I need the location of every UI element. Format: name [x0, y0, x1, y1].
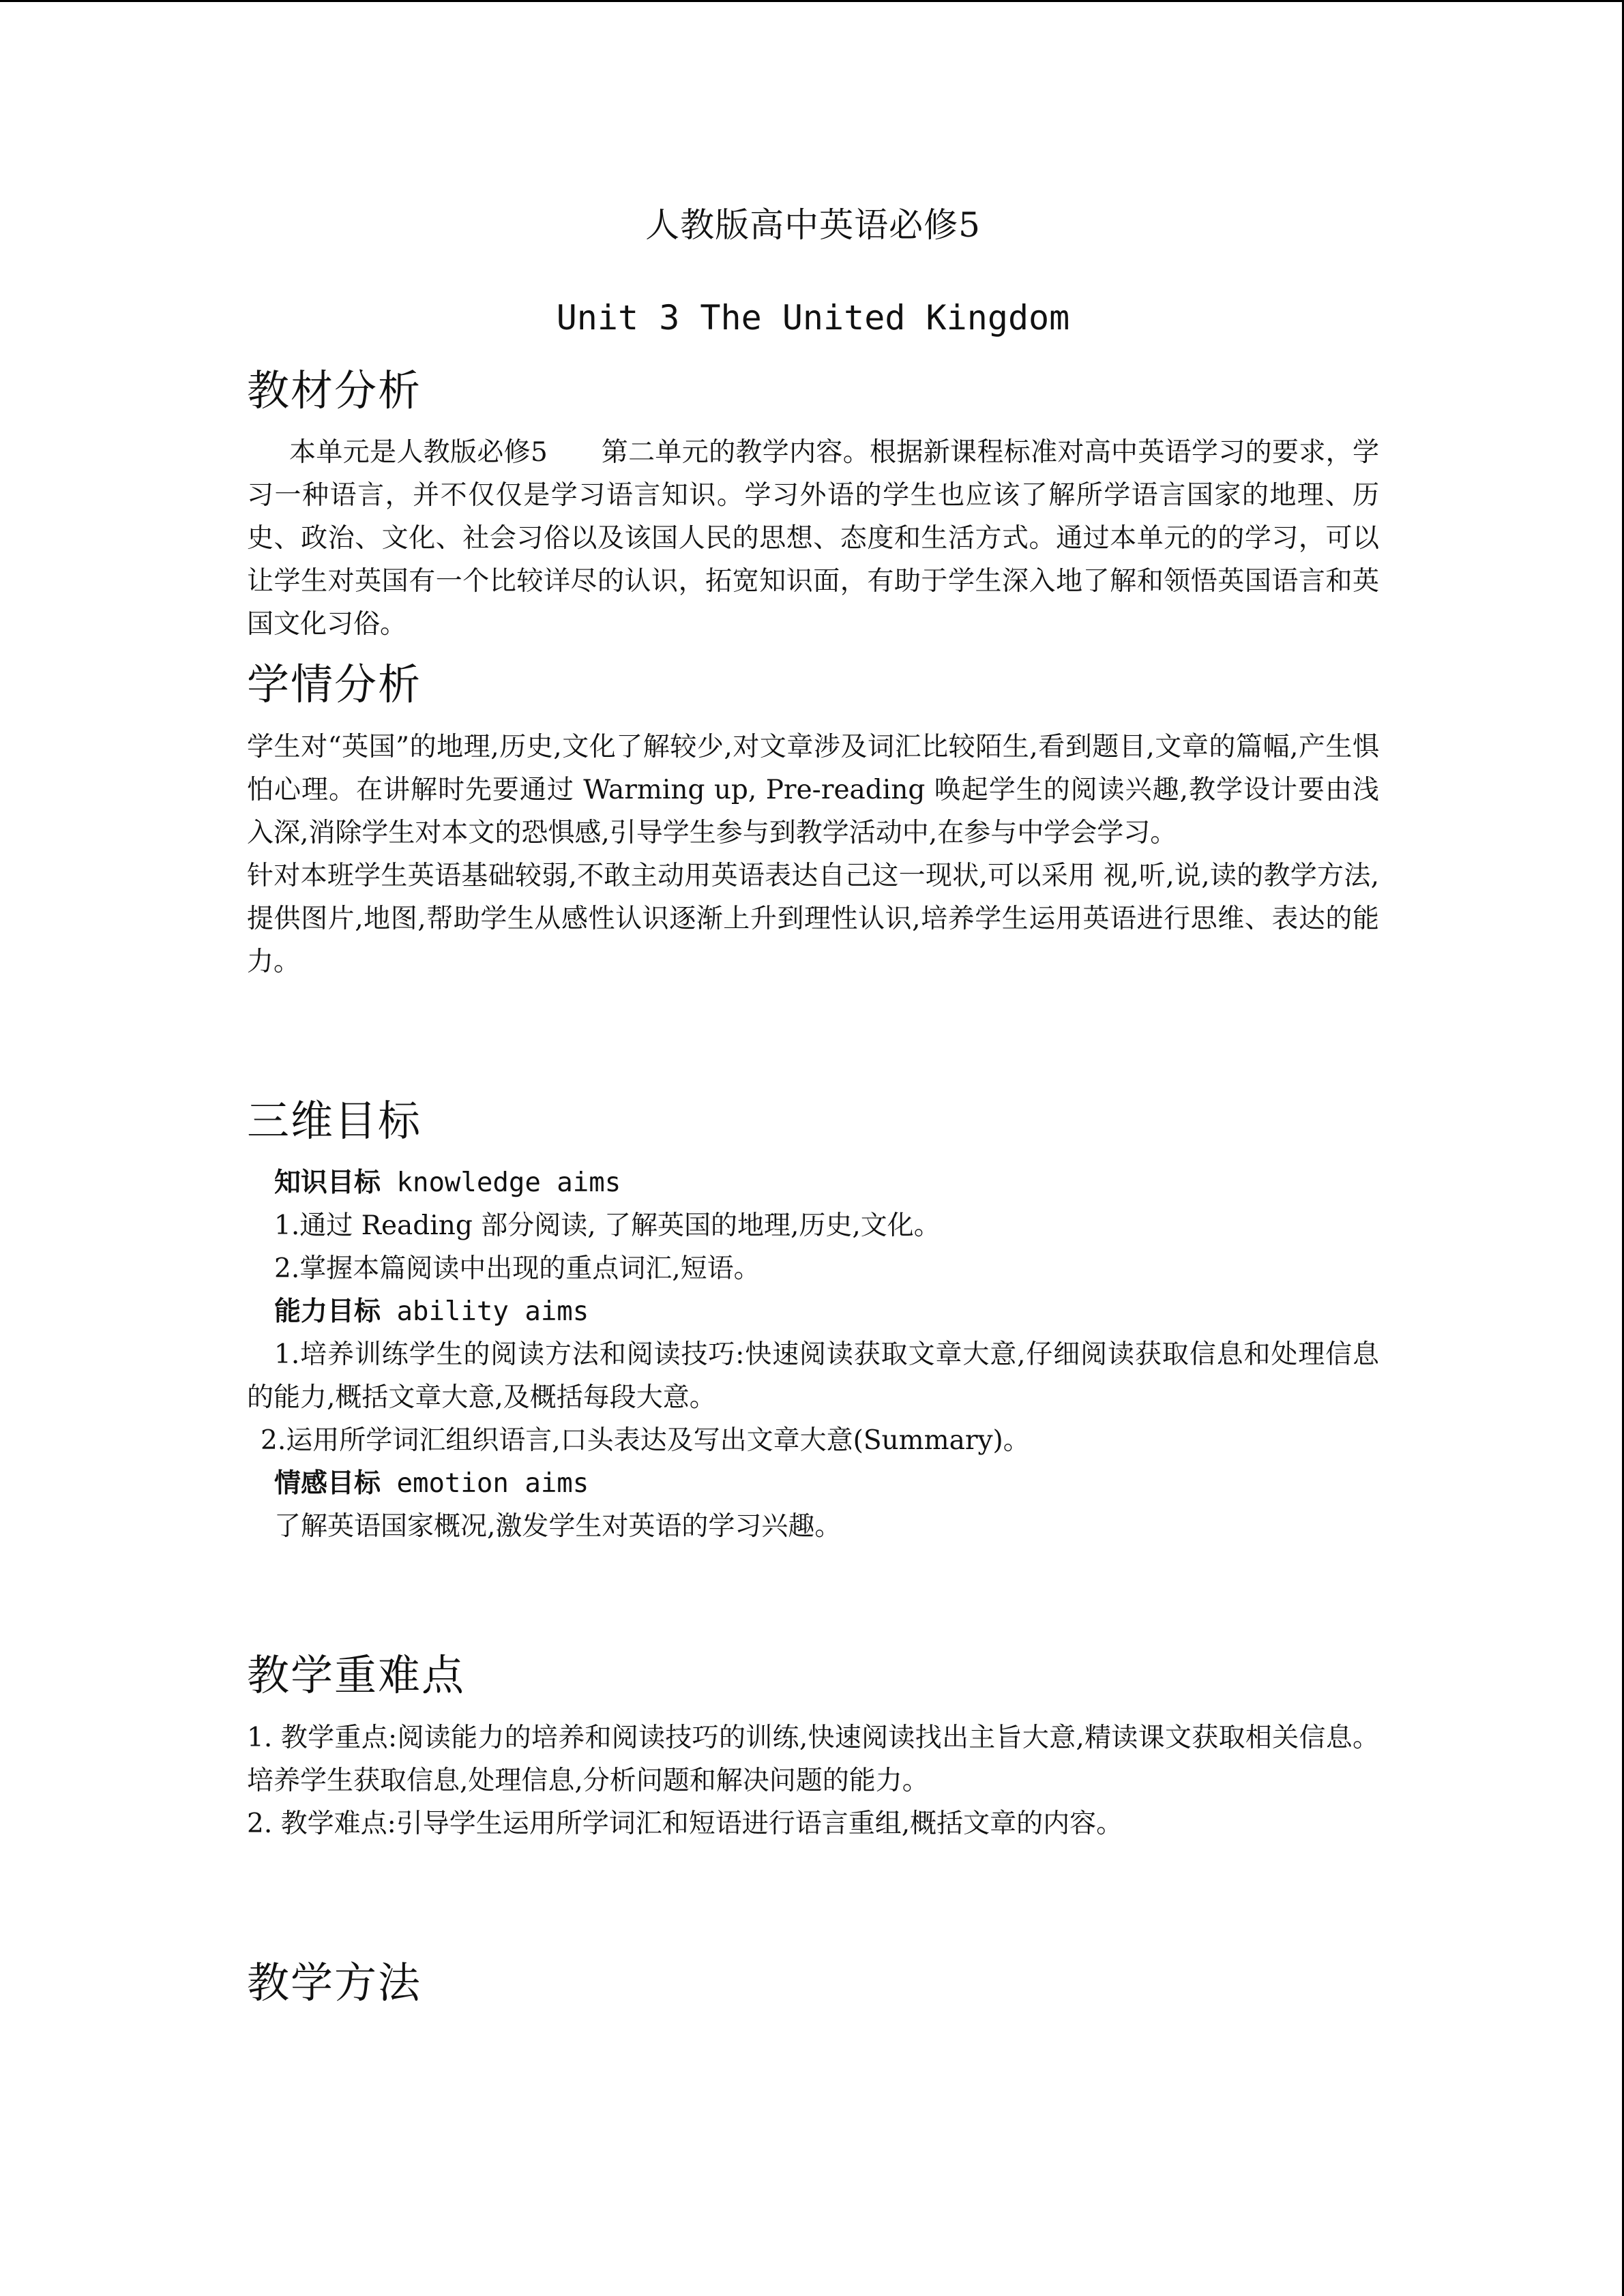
- student-analysis-paragraph-1: 学生对“英国”的地理,历史,文化了解较少,对文章涉及词汇比较陌生,看到题目,文章的篇幅,产生惧怕心理。在讲解时先要通过 Warming up, Pre-reading 唤起学生的阅读兴趣,教学设计要由浅入深,消除学生对本文的恐惧感,引导学生参与到教学活动中,在参与中学会学习。: [247, 731, 1379, 848]
- section-heading: 教材分析: [247, 366, 422, 415]
- emotion-aim-item: 了解英语国家概况,激发学生对英语的学习兴趣。: [274, 1511, 842, 1542]
- emotion-aims-cn: 情感目标: [274, 1468, 381, 1500]
- section-heading: 学情分析: [247, 659, 422, 710]
- knowledge-aims-en: knowledge aims: [381, 1167, 621, 1199]
- section-student-analysis: [247, 659, 1379, 983]
- ability-aims-cn: 能力目标: [274, 1296, 381, 1328]
- difficult-point-item: 2. 教学难点:引导学生运用所学词汇和短语进行语言重组,概括文章的内容。: [247, 1808, 1123, 1839]
- knowledge-aim-item: 2.掌握本篇阅读中出现的重点词汇,短语。: [274, 1253, 761, 1285]
- emotion-aims-label: [247, 1462, 1379, 1505]
- emotion-aims-en: emotion aims: [381, 1468, 589, 1500]
- section-teaching-methods: [247, 1958, 1379, 2008]
- ability-aim-item: 2.运用所学词汇组织语言,口头表达及写出文章大意(Summary)。: [261, 1425, 1030, 1457]
- textbook-analysis-paragraph: 本单元是人教版必修5 第二单元的教学内容。根据新课程标准对高中英语学习的要求，学习一种语言，并不仅仅是学习语言知识。学习外语的学生也应该了解所学语言国家的地理、历史、政治、文化、社会习俗以及该国人民的思想、态度和生活方式。通过本单元的的学习，可以让学生对英国有一个比较详尽的认识，拓宽知识面，有助于学生深入地了解和领悟英国语言和英国文化习俗。: [247, 437, 1379, 640]
- student-analysis-paragraph-2: 针对本班学生英语基础较弱,不敢主动用英语表达自己这一现状,可以采用 视,听,说,读的教学方法,提供图片,地图,帮助学生从感性认识逐渐上升到理性认识,培养学生运用英语进行思维、表达的能力。: [247, 860, 1379, 977]
- section-three-dimensional-goals: [247, 1096, 1379, 1548]
- knowledge-aims-label: [247, 1161, 1379, 1204]
- ability-aim-item: 1.培养训练学生的阅读方法和阅读技巧:快速阅读获取文章大意,仔细阅读获取信息和处理信息的能力,概括文章大意,及概括每段大意。: [247, 1339, 1379, 1414]
- section-textbook-analysis: [247, 366, 1379, 646]
- document-subtitle: Unit 3 The United Kingdom: [556, 298, 1070, 338]
- section-key-difficult-points: [247, 1650, 1379, 1845]
- page-top-border: [0, 0, 1624, 2]
- ability-aims-label: [247, 1290, 1379, 1333]
- document-body: [247, 205, 1379, 2008]
- key-point-item: 1. 教学重点:阅读能力的培养和阅读技巧的训练,快速阅读找出主旨大意,精读课文获取相关信息。培养学生获取信息,处理信息,分析问题和解决问题的能力。: [247, 1722, 1379, 1796]
- section-heading: 教学重难点: [247, 1650, 466, 1701]
- knowledge-aim-item: 1.通过 Reading 部分阅读, 了解英国的地理,历史,文化。: [274, 1210, 941, 1242]
- section-heading: 三维目标: [247, 1095, 422, 1146]
- section-heading: 教学方法: [247, 1957, 422, 2008]
- ability-aims-en: ability aims: [381, 1296, 589, 1328]
- document-title: 人教版高中英语必修5: [645, 205, 981, 245]
- knowledge-aims-cn: 知识目标: [274, 1167, 381, 1199]
